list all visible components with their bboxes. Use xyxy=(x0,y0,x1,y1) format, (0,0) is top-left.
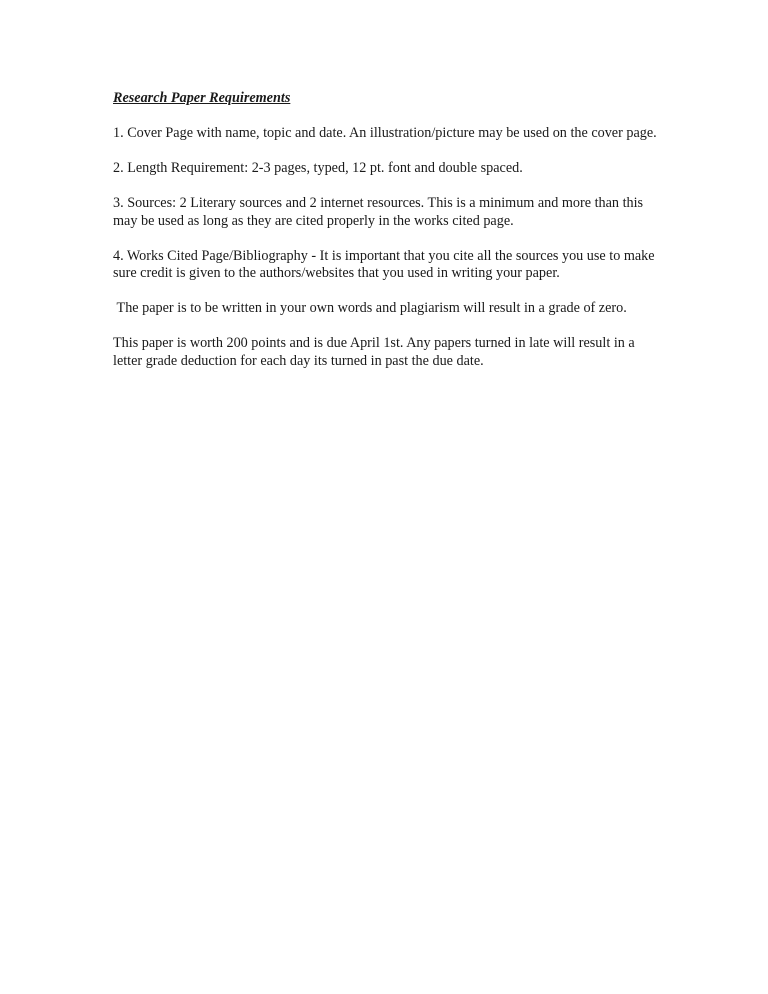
plagiarism-note: The paper is to be written in your own words and plagiarism will result in a grade of zero. xyxy=(113,300,627,316)
requirement-cover-page: 1. Cover Page with name, topic and date. An illustration/picture may be used on the cover page. xyxy=(113,125,657,141)
requirement-works-cited: 4. Works Cited Page/Bibliography - It is important that you cite all the sources you use to make sure credit is given to the authors/websites that you used in writing your paper. xyxy=(113,247,659,281)
document-title: Research Paper Requirements xyxy=(113,90,291,106)
requirement-length: 2. Length Requirement: 2-3 pages, typed, 12 pt. font and double spaced. xyxy=(113,160,523,176)
grading-due-date-note: This paper is worth 200 points and is due April 1st. Any papers turned in late will result in a letter grade deduction for each day its turned in past the due date. xyxy=(113,335,639,369)
document-body xyxy=(113,90,663,388)
requirement-sources: 3. Sources: 2 Literary sources and 2 internet resources. This is a minimum and more than this may be used as long as they are cited properly in the works cited page. xyxy=(113,195,647,229)
